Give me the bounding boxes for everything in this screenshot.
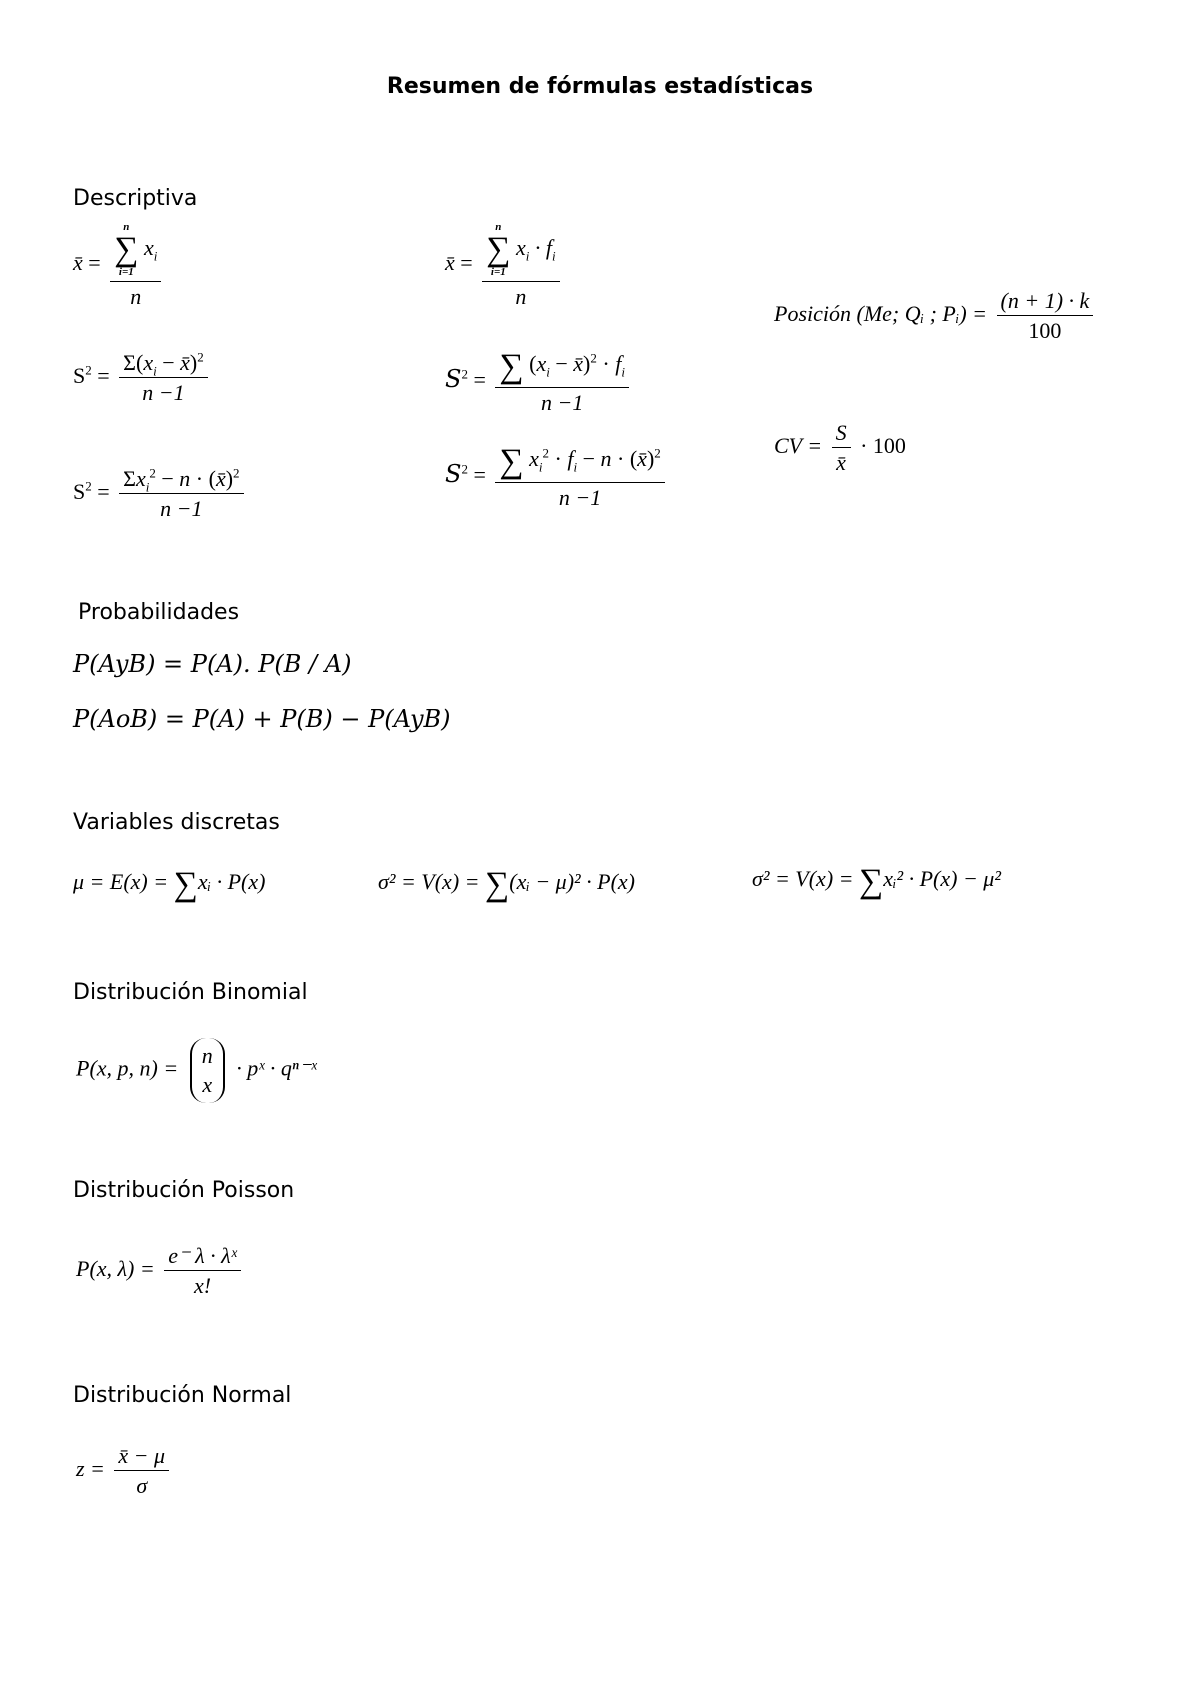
section-binomial: Distribución Binomial — [73, 980, 308, 1005]
formula-position: Posición (Me; Qᵢ ; Pᵢ) = $\frac{(n + 1) \cdot k}{100}$ — [774, 290, 1097, 342]
formula-sigma-2: σ² = V(x) = ∑xᵢ² · P(x) − μ² — [752, 863, 1001, 900]
formula-variance-frequency-1: $S^2$ = $\frac{\sum (x_i - x̄)^2 \cdot f_i}{n -1}$ — [445, 350, 633, 414]
section-probabilidades: Probabilidades — [78, 600, 240, 625]
section-variables-discretas: Variables discretas — [73, 810, 280, 835]
formula-binomial: P(x, p, n) = n x · pˣ · qⁿ⁻ˣ — [76, 1038, 317, 1103]
section-descriptiva: Descriptiva — [73, 186, 198, 211]
formula-cv: CV = $\frac{S}{x̄}$ · 100 — [774, 420, 906, 475]
formula-variance-1: $S^2$ = $\frac{\Sigma(x_i - x̄)^2}{n -1}$ — [73, 352, 212, 404]
formula-prob-and: P(AyB) = P(A). P(B / A) — [73, 650, 352, 678]
formula-mean-simple: x̄ = n ∑ i=1 $x_i$ n — [73, 222, 165, 308]
formula-poisson: P(x, λ) = $\frac{\text{e⁻ λ · λˣ}}{x!}$ — [76, 1245, 245, 1297]
formula-mu: μ = E(x) = ∑xᵢ · P(x) — [73, 866, 266, 903]
section-poisson: Distribución Poisson — [73, 1178, 295, 1203]
binomial-coefficient: n x — [190, 1038, 225, 1103]
formula-prob-or: P(AoB) = P(A) + P(B) − P(AyB) — [73, 705, 451, 733]
section-normal: Distribución Normal — [73, 1383, 292, 1408]
page-title: Resumen de fórmulas estadísticas — [386, 74, 814, 99]
formula-variance-2: $S^2$ = $\frac{\Sigma x_i^2 - n \cdot (x̄)^2}{n -1}$ — [73, 468, 248, 520]
formula-variance-frequency-2: $S^2$ = $\frac{\sum x_i^2 \cdot f_i - n \cdot (x̄)^2}{n -1}$ — [445, 445, 669, 509]
formula-normal: z = $\frac{x̄ - \mu}{\sigma}$ — [76, 1445, 173, 1497]
formula-sigma-1: σ² = V(x) = ∑(xᵢ − μ)² · P(x) — [378, 866, 635, 903]
formula-mean-frequency: x̄ = n ∑ i=1 $x_i \cdot f_i$ n — [445, 222, 564, 308]
